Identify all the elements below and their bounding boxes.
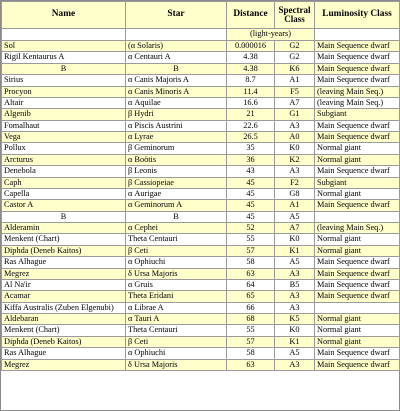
cell-star: α Boötis (126, 154, 227, 165)
cell-luminosity-class: (leaving Main Seq.) (315, 97, 400, 108)
table-row (2, 132, 400, 143)
header-row (2, 2, 400, 29)
cell-distance: 45 (227, 211, 275, 222)
cell-luminosity-class: Normal giant (315, 325, 400, 336)
cell-name: Al Na'ir (2, 279, 126, 290)
cell-spectral-class: G2 (275, 41, 315, 52)
header-spectral-class: Spectral Class (275, 2, 315, 29)
table-row (2, 245, 400, 256)
cell-luminosity-class: Normal giant (315, 336, 400, 347)
cell-distance: 52 (227, 223, 275, 234)
table-row (2, 291, 400, 302)
cell-luminosity-class: Normal giant (315, 234, 400, 245)
cell-star: β Geminorum (126, 143, 227, 154)
cell-star: B (126, 63, 227, 74)
cell-luminosity-class: Main Sequence dwarf (315, 132, 400, 143)
cell-star: α Tauri A (126, 314, 227, 325)
cell-spectral-class: A0 (275, 132, 315, 143)
table-row (2, 325, 400, 336)
cell-luminosity-class: Subgiant (315, 177, 400, 188)
cell-luminosity-class: Normal giant (315, 245, 400, 256)
cell-distance: 26.5 (227, 132, 275, 143)
cell-star: α Ophiuchi (126, 348, 227, 359)
units-blank-luminosity (315, 29, 400, 41)
cell-name: B (2, 63, 126, 74)
table-body (2, 41, 400, 371)
cell-name: Kiffa Australis (Zuben Elgenubi) (2, 302, 126, 313)
cell-distance: 36 (227, 154, 275, 165)
cell-spectral-class: F2 (275, 177, 315, 188)
cell-luminosity-class: Main Sequence dwarf (315, 120, 400, 131)
cell-name: Menkent (Chart) (2, 234, 126, 245)
cell-distance: 21 (227, 109, 275, 120)
cell-distance: 16.6 (227, 97, 275, 108)
cell-distance: 55 (227, 325, 275, 336)
cell-spectral-class: K1 (275, 245, 315, 256)
cell-name: Megrez (2, 359, 126, 370)
cell-spectral-class: F5 (275, 86, 315, 97)
cell-spectral-class: A5 (275, 211, 315, 222)
table-row (2, 336, 400, 347)
cell-star: α Lyrae (126, 132, 227, 143)
table-row (2, 120, 400, 131)
cell-luminosity-class (315, 211, 400, 222)
header-luminosity-class: Luminosity Class (315, 2, 400, 29)
cell-luminosity-class: Subgiant (315, 109, 400, 120)
cell-distance: 58 (227, 348, 275, 359)
cell-spectral-class: B5 (275, 279, 315, 290)
header-star: Star (126, 2, 227, 29)
cell-spectral-class: A3 (275, 120, 315, 131)
cell-luminosity-class (315, 302, 400, 313)
cell-luminosity-class: (leaving Main Seq.) (315, 86, 400, 97)
cell-distance: 22.6 (227, 120, 275, 131)
cell-name: Algenib (2, 109, 126, 120)
table-row (2, 223, 400, 234)
cell-name: Capella (2, 188, 126, 199)
cell-star: α Geminorum A (126, 200, 227, 211)
units-row (2, 29, 400, 41)
cell-name: Rigil Kentaurus A (2, 52, 126, 63)
cell-name: Arcturus (2, 154, 126, 165)
table-row (2, 166, 400, 177)
cell-distance: 11.4 (227, 86, 275, 97)
header-distance: Distance (227, 2, 275, 29)
cell-star: α Aquilae (126, 97, 227, 108)
cell-luminosity-class: Main Sequence dwarf (315, 166, 400, 177)
cell-spectral-class: G1 (275, 109, 315, 120)
cell-distance: 65 (227, 291, 275, 302)
cell-name: Altair (2, 97, 126, 108)
cell-star: Theta Centauri (126, 325, 227, 336)
cell-luminosity-class: Main Sequence dwarf (315, 348, 400, 359)
cell-star: α Centauri A (126, 52, 227, 63)
cell-spectral-class: K5 (275, 314, 315, 325)
table-row (2, 200, 400, 211)
cell-spectral-class: K0 (275, 325, 315, 336)
cell-spectral-class: A7 (275, 97, 315, 108)
table-row (2, 302, 400, 313)
cell-spectral-class: K2 (275, 154, 315, 165)
cell-luminosity-class: (leaving Main Seq.) (315, 223, 400, 234)
star-table (1, 1, 400, 371)
cell-star: δ Ursa Majoris (126, 268, 227, 279)
cell-luminosity-class: Main Sequence dwarf (315, 291, 400, 302)
cell-luminosity-class: Main Sequence dwarf (315, 279, 400, 290)
cell-star: α Aurigae (126, 188, 227, 199)
cell-luminosity-class: Normal giant (315, 143, 400, 154)
cell-star: α Canis Minoris A (126, 86, 227, 97)
table-row (2, 52, 400, 63)
cell-star: β Ceti (126, 245, 227, 256)
table-row (2, 234, 400, 245)
table-row (2, 177, 400, 188)
cell-spectral-class: A3 (275, 291, 315, 302)
table-row (2, 63, 400, 74)
units-blank-star (126, 29, 227, 41)
cell-distance: 68 (227, 314, 275, 325)
cell-star: δ Ursa Majoris (126, 359, 227, 370)
cell-star: Theta Centauri (126, 234, 227, 245)
cell-spectral-class: A3 (275, 302, 315, 313)
cell-star: (α Solaris) (126, 41, 227, 52)
cell-star: β Cassiopeiae (126, 177, 227, 188)
cell-distance: 57 (227, 245, 275, 256)
table-row (2, 359, 400, 370)
cell-distance: 66 (227, 302, 275, 313)
cell-spectral-class: K1 (275, 336, 315, 347)
cell-spectral-class: A3 (275, 166, 315, 177)
table-row (2, 154, 400, 165)
cell-distance: 8.7 (227, 75, 275, 86)
table-row (2, 314, 400, 325)
table-row (2, 268, 400, 279)
cell-spectral-class: A1 (275, 75, 315, 86)
cell-spectral-class: A5 (275, 348, 315, 359)
cell-luminosity-class: Main Sequence dwarf (315, 63, 400, 74)
table-row (2, 75, 400, 86)
cell-spectral-class: G8 (275, 188, 315, 199)
cell-luminosity-class: Main Sequence dwarf (315, 268, 400, 279)
cell-spectral-class: A1 (275, 200, 315, 211)
cell-distance: 43 (227, 166, 275, 177)
table-row (2, 279, 400, 290)
cell-star: Theta Eridani (126, 291, 227, 302)
cell-name: Ras Alhague (2, 257, 126, 268)
cell-luminosity-class: Main Sequence dwarf (315, 41, 400, 52)
cell-spectral-class: K0 (275, 143, 315, 154)
cell-name: Ras Alhague (2, 348, 126, 359)
table-row (2, 97, 400, 108)
cell-luminosity-class: Normal giant (315, 154, 400, 165)
table-row (2, 109, 400, 120)
cell-distance: 58 (227, 257, 275, 268)
table-row (2, 41, 400, 52)
cell-name: Aldebaran (2, 314, 126, 325)
table-header (2, 2, 400, 41)
cell-name: Denebola (2, 166, 126, 177)
cell-spectral-class: A5 (275, 257, 315, 268)
distance-units: (light-years) (227, 29, 315, 41)
cell-name: Vega (2, 132, 126, 143)
cell-spectral-class: K0 (275, 234, 315, 245)
cell-distance: 4.38 (227, 63, 275, 74)
cell-luminosity-class: Main Sequence dwarf (315, 200, 400, 211)
table-row (2, 211, 400, 222)
cell-distance: 57 (227, 336, 275, 347)
cell-spectral-class: G2 (275, 52, 315, 63)
cell-star: α Gruis (126, 279, 227, 290)
cell-name: Caph (2, 177, 126, 188)
cell-spectral-class: K6 (275, 63, 315, 74)
cell-name: Fomalhaut (2, 120, 126, 131)
cell-distance: 63 (227, 268, 275, 279)
cell-luminosity-class: Main Sequence dwarf (315, 52, 400, 63)
cell-distance: 63 (227, 359, 275, 370)
table-row (2, 348, 400, 359)
cell-distance: 35 (227, 143, 275, 154)
table-row (2, 257, 400, 268)
cell-distance: 45 (227, 200, 275, 211)
cell-spectral-class: A7 (275, 223, 315, 234)
cell-distance: 64 (227, 279, 275, 290)
cell-name: Sol (2, 41, 126, 52)
cell-name: Alderamin (2, 223, 126, 234)
cell-star: α Cephei (126, 223, 227, 234)
cell-name: Acamar (2, 291, 126, 302)
cell-luminosity-class: Main Sequence dwarf (315, 257, 400, 268)
header-name: Name (2, 2, 126, 29)
cell-star: α Ophiuchi (126, 257, 227, 268)
cell-name: Megrez (2, 268, 126, 279)
cell-name: Pollux (2, 143, 126, 154)
cell-luminosity-class: Normal giant (315, 188, 400, 199)
cell-star: α Piscis Austrini (126, 120, 227, 131)
cell-name: Sirius (2, 75, 126, 86)
cell-name: Diphda (Deneb Kaitos) (2, 336, 126, 347)
cell-star: β Leonis (126, 166, 227, 177)
cell-star: β Ceti (126, 336, 227, 347)
cell-star: α Librae A (126, 302, 227, 313)
cell-name: Menkent (Chart) (2, 325, 126, 336)
cell-luminosity-class: Main Sequence dwarf (315, 359, 400, 370)
cell-distance: 4.38 (227, 52, 275, 63)
table-row (2, 86, 400, 97)
cell-distance: 0.000016 (227, 41, 275, 52)
units-blank-name (2, 29, 126, 41)
cell-name: Diphda (Deneb Kaitos) (2, 245, 126, 256)
cell-star: B (126, 211, 227, 222)
cell-name: Castor A (2, 200, 126, 211)
cell-distance: 55 (227, 234, 275, 245)
cell-distance: 45 (227, 188, 275, 199)
cell-luminosity-class: Main Sequence dwarf (315, 75, 400, 86)
table-row (2, 143, 400, 154)
table-row (2, 188, 400, 199)
cell-spectral-class: A3 (275, 359, 315, 370)
cell-luminosity-class: Normal giant (315, 314, 400, 325)
cell-star: α Canis Majoris A (126, 75, 227, 86)
cell-distance: 45 (227, 177, 275, 188)
cell-spectral-class: A3 (275, 268, 315, 279)
cell-name: B (2, 211, 126, 222)
cell-name: Procyon (2, 86, 126, 97)
cell-star: β Hydri (126, 109, 227, 120)
